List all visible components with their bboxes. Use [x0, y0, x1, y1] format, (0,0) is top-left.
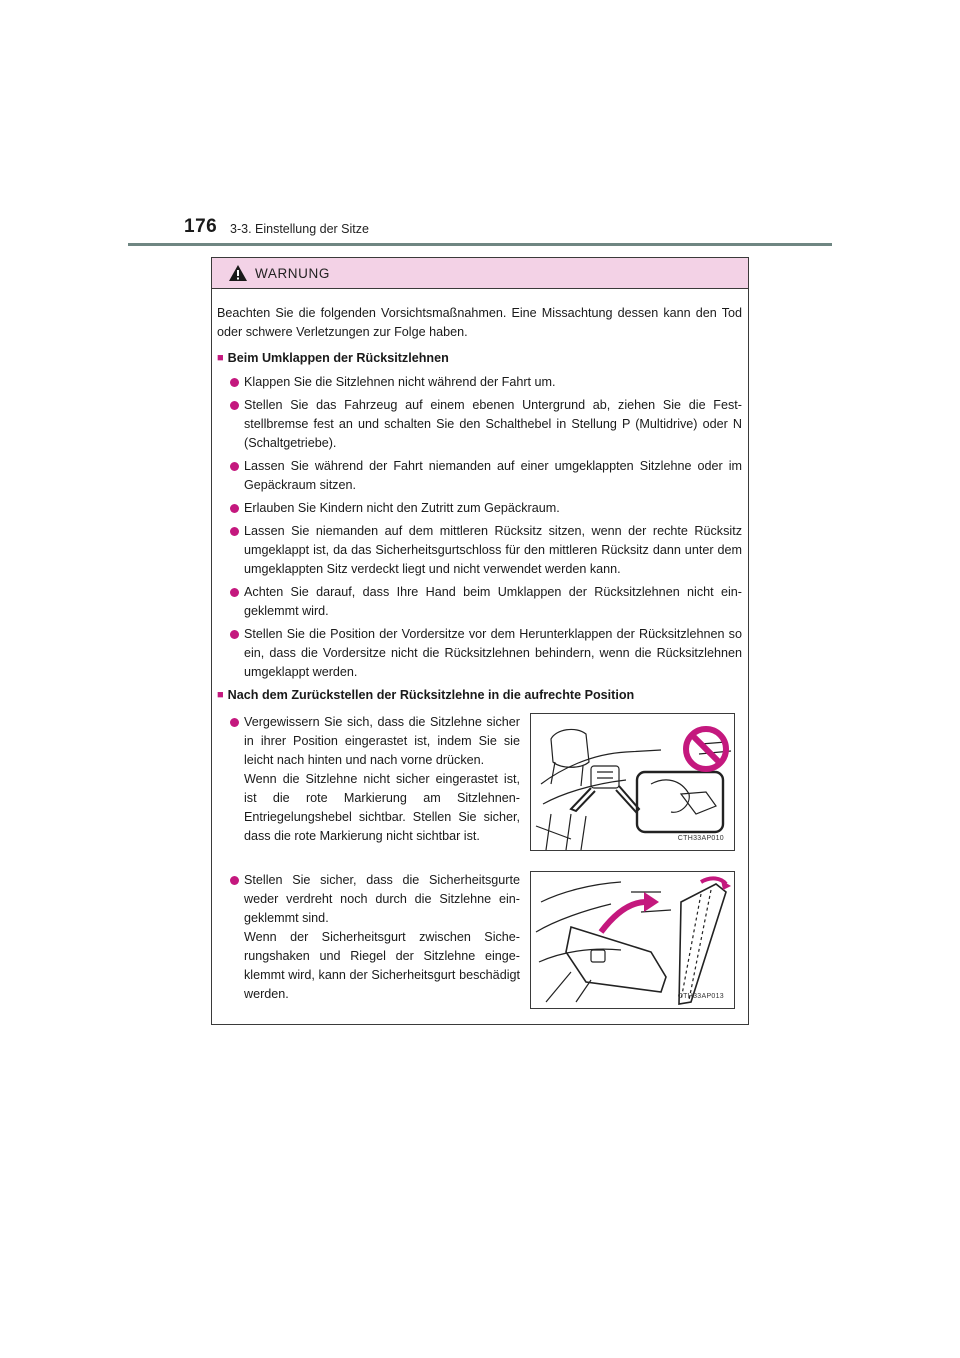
bullet-dot-icon: [230, 378, 239, 387]
list-item-text: Klappen Sie die Sitzlehnen nicht während der Fahrt um.: [244, 375, 556, 389]
header-rule: [128, 243, 832, 246]
page-number: 176: [184, 216, 218, 237]
bullet-dot-icon: [230, 462, 239, 471]
figure-code: CTH33AP013: [677, 993, 724, 1000]
list-item-note: Wenn die Sitzlehne nicht sicher eingerastet ist, ist die rote Markierung am SitzlehnenEntriegelungshebel sichtbar. Stellen Sie sicher, dass die rote Markierung nicht sichtbar ist.: [244, 772, 520, 843]
bullet-dot-icon: [230, 876, 239, 885]
list-item: [217, 373, 742, 392]
section2-heading: [217, 686, 742, 705]
section2-heading-text: Nach dem Zurückstellen der Rücksitzlehne in die aufrechte Position: [227, 688, 635, 702]
bullet-dot-icon: [230, 630, 239, 639]
list-item: [217, 871, 520, 1004]
figure-row: [217, 871, 742, 1009]
square-bullet-icon: ■: [217, 689, 224, 701]
figure-code: CTH33AP010: [677, 835, 724, 842]
list-item-text: Vergewissern Sie sich, dass die Sitzlehne sicher in ihrer Position eingerastet ist, indem Sie sie leicht nach hinten und nach vorne drücken.: [244, 715, 520, 767]
prohibition-icon: [686, 729, 726, 769]
list-item: [217, 713, 520, 846]
figure-row: [217, 713, 742, 851]
list-item-text: Erlauben Sie Kindern nicht den Zutritt zum Gepäckraum.: [244, 501, 560, 515]
list-item: [217, 499, 742, 518]
warning-intro: Beachten Sie die folgenden Vorsichtsmaßnahmen. Eine Missachtung dessen kann den Tod oder schwere Verletzungen zur Folge haben.: [217, 306, 742, 339]
warning-header: [212, 258, 748, 289]
list-item-text: Stellen Sie das Fahrzeug auf einem ebenen Untergrund ab, ziehen Sie die Feststellbremse fest an und schalten Sie den Schalthebel in Stellung P (Multidrive) oder N (Schaltgetriebe).: [244, 398, 742, 450]
square-bullet-icon: ■: [217, 352, 224, 364]
list-item-text: Lassen Sie niemanden auf dem mittleren Rücksitz sitzen, wenn der rechte Rücksitz umgeklappt ist, da das Sicherheitsgurtschloss für den mittleren Rücksitz dann unter dem umgeklappten Sitz verdeckt liegt und nicht verwendet werden kann.: [244, 524, 742, 576]
section1-heading: [217, 349, 742, 368]
seatbelt-illustration: [530, 871, 735, 1009]
list-item-text: Stellen Sie sicher, dass die Sicherheitsgurte weder verdreht noch durch die Sitzlehne eingeklemmt sind.: [244, 873, 520, 925]
list-item-note: Wenn der Sicherheitsgurt zwischen Sicherungshaken und Riegel der Sitzlehne eingeklemmt wird, kann der Sicherheitsgurt beschädigt werden.: [244, 930, 520, 1001]
list-item: [217, 625, 742, 682]
seat-latch-illustration: [530, 713, 735, 851]
fold-arrow-icon: [601, 892, 659, 932]
list-item: [217, 522, 742, 579]
bullet-dot-icon: [230, 401, 239, 410]
warning-body: [212, 289, 748, 1009]
section-title: 3-3. Einstellung der Sitze: [230, 222, 369, 236]
warning-box: [211, 257, 749, 1025]
warning-triangle-icon: [228, 264, 248, 282]
list-item-text: Stellen Sie die Position der Vordersitze vor dem Herunterklappen der Rücksitzlehnen so ein, dass die Vordersitze nicht die Rücksitzlehnen behindern, wenn die Rücksitzlehnen umgeklappt werden.: [244, 627, 742, 679]
list-item: [217, 457, 742, 495]
list-item: [217, 583, 742, 621]
section1-heading-text: Beim Umklappen der Rücksitzlehnen: [227, 351, 449, 365]
list-item-text: Achten Sie darauf, dass Ihre Hand beim Umklappen der Rücksitzlehnen nicht eingeklemmt wird.: [244, 585, 742, 618]
bullet-dot-icon: [230, 718, 239, 727]
list-item-text: Lassen Sie während der Fahrt niemanden auf einer umgeklappten Sitzlehne oder im Gepäckraum sitzen.: [244, 459, 742, 492]
warning-label: WARNUNG: [255, 265, 330, 281]
bullet-dot-icon: [230, 527, 239, 536]
bullet-dot-icon: [230, 504, 239, 513]
bullet-dot-icon: [230, 588, 239, 597]
list-item: [217, 396, 742, 453]
